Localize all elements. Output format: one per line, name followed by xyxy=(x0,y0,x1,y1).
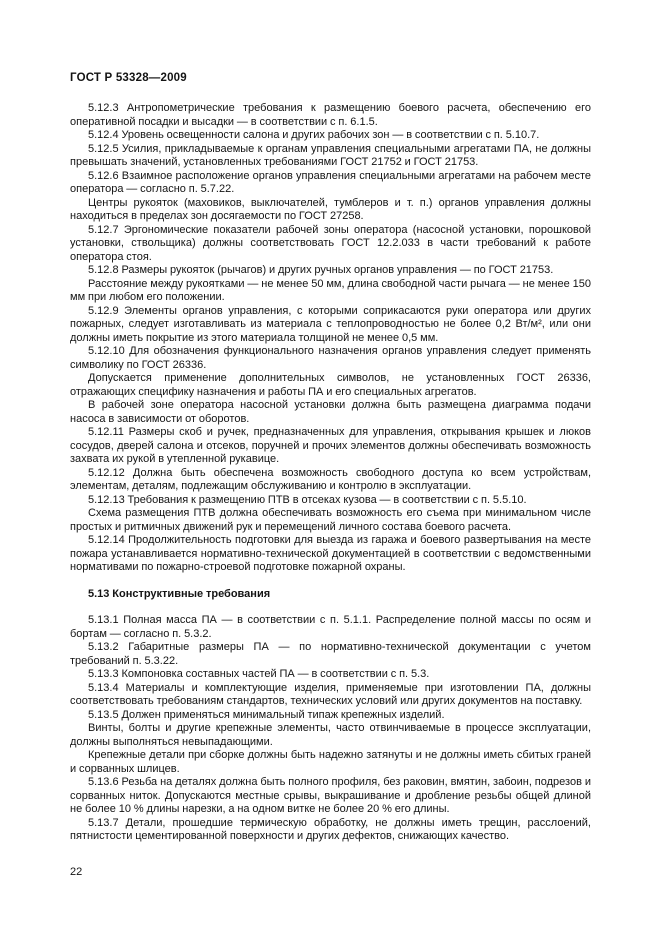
document-standard-number: ГОСТ Р 53328—2009 xyxy=(70,72,187,84)
paragraph: 5.12.5 Усилия, прикладываемые к органам управления специальными агрегатами ПА, не должны превышать значений, установленных требованиями ГОСТ 21752 и ГОСТ 21753. xyxy=(70,142,591,168)
paragraph: Центры рукояток (маховиков, выключателей, тумблеров и т. п.) органов управления должны находиться в пределах зон досягаемости по ГОСТ 27258. xyxy=(70,196,591,222)
document-page xyxy=(70,72,591,844)
paragraph: 5.12.3 Антропометрические требования к размещению боевого расчета, обеспечению его оперативной посадки и высадки — в соответствии с п. 6.1.5. xyxy=(70,102,591,128)
paragraph: Схема размещения ПТВ должна обеспечивать возможность его съема при минимальном числе простых и ритмичных движений рук и перемещений личного состава боевого расчета. xyxy=(70,507,591,533)
paragraph: 5.12.8 Размеры рукояток (рычагов) и других ручных органов управления — по ГОСТ 21753. xyxy=(88,264,554,276)
paragraph: 5.12.6 Взаимное расположение органов управления специальными агрегатами на рабочем месте оператора — согласно п. 5.7.22. xyxy=(70,169,591,195)
paragraph: Расстояние между рукоятками — не менее 50 мм, длина свободной части рычага — не менее 150 мм при любом его положении. xyxy=(70,277,591,303)
paragraph: 5.12.13 Требования к размещению ПТВ в отсеках кузова — в соответствии с п. 5.5.10. xyxy=(88,493,527,506)
paragraph: Винты, болты и другие крепежные элементы, часто отвинчиваемые в процессе эксплуатации, должны выполняться невыпадающими. xyxy=(70,722,591,748)
paragraph: 5.13.1 Полная масса ПА — в соответствии с п. 5.1.1. Распределение полной массы по осям и бортам — согласно п. 5.3.2. xyxy=(70,614,591,640)
paragraph: 5.13.3 Компоновка составных частей ПА — в соответствии с п. 5.3. xyxy=(88,668,430,680)
page-number: 22 xyxy=(70,866,83,878)
paragraph: 5.12.11 Размеры скоб и ручек, предназначенных для управления, открывания крышек и люков сосудов, дверей салона и отсеков, поручней и прочих элементов должны обеспечивать возможность захвата их рукой в утепленной рукавице. xyxy=(70,426,591,465)
paragraph: 5.12.12 Должна быть обеспечена возможность свободного доступа ко всем устройствам, элементам, деталям, подлежащим обслуживанию и контролю в эксплуатации. xyxy=(70,466,591,492)
paragraph: 5.12.14 Продолжительность подготовки для выезда из гаража и боевого развертывания на месте пожара устанавливается нормативно-технической документацией в соответствии с ведомственными нормативами по пожарно-строевой подготовке пожарной охраны. xyxy=(70,534,591,573)
paragraph: 5.12.10 Для обозначения функционального назначения органов управления следует применять символику по ГОСТ 26336. xyxy=(70,345,591,371)
section-heading: 5.13 Конструктивные требования xyxy=(88,587,271,600)
paragraph: 5.13.5 Должен применяться минимальный типаж крепежных изделий. xyxy=(88,708,445,721)
paragraph: 5.13.6 Резьба на деталях должна быть полного профиля, без раковин, вмятин, забоин, подрезов и сорванных ниток. Допускаются местные срывы, выкрашивание и дробление резьбы общей длиной не более 10 % длины нарезки, а на одном витке не более 20 % его длины. xyxy=(70,776,591,815)
paragraph: 5.12.4 Уровень освещенности салона и других рабочих зон — в соответствии с п. 5.10.7. xyxy=(88,129,540,141)
paragraph: 5.12.7 Эргономические показатели рабочей зоны оператора (насосной установки, порошковой установки, ствольщика) должны соответствовать ГОСТ 12.2.033 в части требований к работе оператора стоя. xyxy=(70,223,591,263)
paragraph: Крепежные детали при сборке должны быть надежно затянуты и не должны иметь сбитых граней и сорванных шлицев. xyxy=(70,749,591,775)
paragraph: Допускается применение дополнительных символов, не установленных ГОСТ 26336, отражающих специфику назначения и работы ПА и его специальных агрегатов. xyxy=(70,372,591,398)
paragraph: 5.13.7 Детали, прошедшие термическую обработку, не должны иметь трещин, расслоений, пятнистости цементированной поверхности и других дефектов, снижающих качество. xyxy=(70,816,591,842)
document-body xyxy=(70,102,591,844)
paragraph: 5.12.9 Элементы органов управления, с которыми соприкасаются руки оператора или других пожарных, следует изготавливать из материала с теплопроводностью не более 0,2 Вт/м², или они должны иметь покрытие из этого материала толщиной не менее 0,5 мм. xyxy=(70,304,591,344)
paragraph: В рабочей зоне оператора насосной установки должна быть размещена диаграмма подачи насоса в зависимости от оборотов. xyxy=(70,399,591,425)
paragraph: 5.13.2 Габаритные размеры ПА — по нормативно-технической документации с учетом требований п. 5.3.22. xyxy=(70,641,591,667)
paragraph: 5.13.4 Материалы и комплектующие изделия, применяемые при изготовлении ПА, должны соответствовать требованиям стандартов, технических условий или других документов на поставку. xyxy=(70,681,591,707)
